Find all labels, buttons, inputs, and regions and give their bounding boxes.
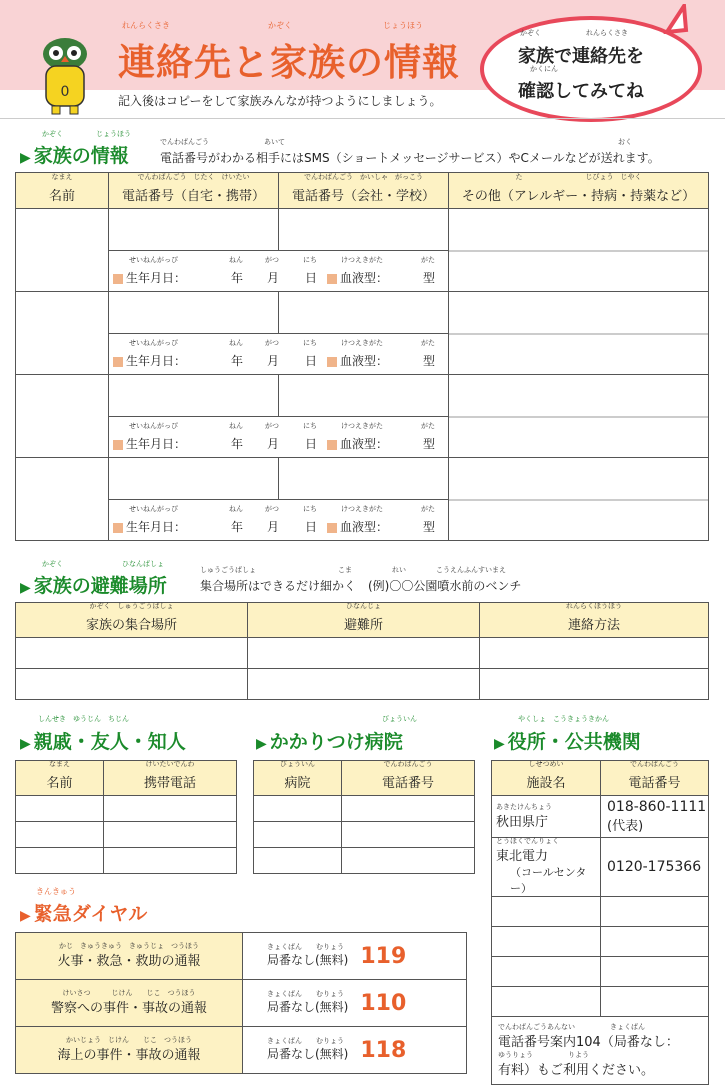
family-note-ruby-3: おく: [618, 138, 632, 146]
blood-label: 血液型：: [327, 435, 388, 452]
bullet-icon: [327, 440, 337, 450]
birth-ruby: せいねんがっぴ: [129, 339, 178, 347]
emergency-section-title: ▶ 緊急ダイヤル: [20, 903, 148, 925]
blood-label: 血液型：: [327, 352, 388, 369]
evac-cell[interactable]: [16, 638, 248, 669]
month-label: 月: [267, 437, 280, 451]
blood-unit-ruby: がた: [421, 256, 435, 264]
day-label: 日: [305, 354, 318, 368]
title-ruby-2: かぞく: [268, 21, 292, 30]
day-ruby: にち: [303, 505, 317, 513]
evac-col-shelter: ひなんじょ 避難所: [248, 603, 480, 638]
bubble-ruby-3: かくにん: [530, 65, 558, 73]
blood-unit: 型: [423, 354, 436, 368]
relatives-table: [15, 760, 237, 874]
family-work-phone-cell[interactable]: [279, 292, 449, 334]
bullet-icon: [113, 274, 123, 284]
relatives-col-name: なまえ 名前: [16, 761, 104, 796]
family-other-cell[interactable]: [449, 209, 709, 292]
public-cell[interactable]: [492, 897, 601, 927]
day-label: 日: [305, 520, 318, 534]
family-name-cell[interactable]: [16, 458, 109, 541]
family-note-ruby-1: でんわばんごう: [160, 138, 209, 146]
month-label: 月: [267, 271, 280, 285]
family-birth-blood-cell[interactable]: [109, 251, 449, 292]
emergency-title-ruby: きんきゅう: [36, 887, 76, 896]
relatives-section-title: ▶ 親戚・友人・知人: [20, 731, 186, 753]
birth-ruby: せいねんがっぴ: [129, 422, 178, 430]
evac-table: [15, 602, 709, 700]
family-row: [15, 374, 709, 458]
emergency-label-coast: かいじょう じけん じこ つうほう 海上の事件・事故の通報: [16, 1027, 243, 1074]
public-row-facility: あきたけんちょう 秋田県庁: [492, 796, 601, 838]
hospital-col-name: びょういん 病院: [254, 761, 342, 796]
blood-unit-ruby: がた: [421, 422, 435, 430]
hospital-cell[interactable]: [342, 796, 475, 822]
family-work-phone-cell[interactable]: [279, 458, 449, 500]
bullet-icon: [327, 357, 337, 367]
public-cell[interactable]: [601, 927, 709, 957]
blood-unit: 型: [423, 437, 436, 451]
family-work-phone-cell[interactable]: [279, 375, 449, 417]
family-other-cell[interactable]: [449, 458, 709, 541]
birth-label: 生年月日：: [113, 435, 186, 452]
page-subtitle: 記入後はコピーをして家族みんなが持つようにしましょう。: [118, 94, 442, 108]
month-ruby: がつ: [265, 339, 279, 347]
emergency-number-coast[interactable]: きょくばん むりょう 局番なし(無料) 118: [243, 1027, 467, 1074]
blood-unit-ruby: がた: [421, 339, 435, 347]
hospital-cell[interactable]: [342, 822, 475, 848]
blood-ruby: けつえきがた: [341, 422, 383, 430]
evac-section-title: ▶ 家族の避難場所: [20, 575, 167, 597]
bubble-ruby-1: かぞく: [520, 29, 541, 37]
evac-cell[interactable]: [248, 638, 480, 669]
hospital-section-title: ▶ かかりつけ病院: [256, 731, 403, 753]
blood-unit: 型: [423, 271, 436, 285]
owl-mascot-icon: [36, 36, 94, 116]
evac-title-ruby-2: ひなんばしょ: [122, 560, 164, 568]
public-row-phone: 018-860-1111 (代表): [601, 796, 709, 838]
relatives-cell[interactable]: [16, 848, 104, 874]
emergency-number-fire[interactable]: きょくばん むりょう 局番なし(無料) 119: [243, 933, 467, 980]
family-birth-blood-cell[interactable]: [109, 334, 449, 375]
emergency-label-fire: かじ きゅうきゅう きゅうじょ つうほう 火事・救急・救助の通報: [16, 933, 243, 980]
year-ruby: ねん: [229, 339, 243, 347]
relatives-col-mobile: けいたいでんわ 携帯電話: [104, 761, 237, 796]
bubble-line-1: 家族で連絡先を: [518, 46, 644, 67]
birth-label: 生年月日：: [113, 518, 186, 535]
birth-label: 生年月日：: [113, 269, 186, 286]
evac-cell[interactable]: [480, 669, 709, 700]
public-footer-note: でんわばんごうあんない きょくばん 電話番号案内104（局番なし： ゆうりょう りよう 有料）もご利用ください。: [492, 1017, 709, 1085]
bullet-icon: [327, 274, 337, 284]
evac-col-meeting: かぞく しゅうごうばしょ 家族の集合場所: [16, 603, 248, 638]
month-ruby: がつ: [265, 422, 279, 430]
year-ruby: ねん: [229, 256, 243, 264]
family-home-phone-cell[interactable]: [109, 458, 279, 500]
family-title-ruby-2: じょうほう: [96, 130, 131, 138]
family-row: [15, 208, 709, 292]
blood-ruby: けつえきがた: [341, 505, 383, 513]
evac-note-ruby-4: こうえんふんすいまえ: [436, 566, 506, 574]
family-note-ruby-2: あいて: [264, 138, 285, 146]
public-cell[interactable]: [492, 927, 601, 957]
family-table: [15, 172, 709, 209]
public-cell[interactable]: [492, 957, 601, 987]
blood-label: 血液型：: [327, 518, 388, 535]
hospital-cell[interactable]: [254, 848, 342, 874]
family-col-home-phone: でんわばんごう じたく けいたい 電話番号（自宅・携帯）: [109, 173, 279, 209]
public-row-phone: 0120-175366: [601, 838, 709, 897]
page-title: 連絡先と家族の情報: [118, 41, 460, 84]
day-ruby: にち: [303, 422, 317, 430]
year-label: 年: [231, 520, 244, 534]
evac-note: 集合場所はできるだけ細かく (例)〇〇公園噴水前のベンチ: [200, 579, 522, 593]
year-label: 年: [231, 271, 244, 285]
public-row-facility: とうほくでんりょく 東北電力 （コールセンター）: [492, 838, 601, 897]
family-work-phone-cell[interactable]: [279, 209, 449, 251]
relatives-cell[interactable]: [16, 822, 104, 848]
public-title-ruby: やくしょ こうきょうきかん: [518, 715, 609, 723]
emergency-label-police: けいさつ じけん じこ つうほう 警察への事件・事故の通報: [16, 980, 243, 1027]
birth-ruby: せいねんがっぴ: [129, 505, 178, 513]
family-name-cell[interactable]: [16, 375, 109, 458]
evac-note-ruby-2: こま: [338, 566, 352, 574]
year-label: 年: [231, 437, 244, 451]
blood-unit: 型: [423, 520, 436, 534]
day-ruby: にち: [303, 256, 317, 264]
bubble-tail-icon: [662, 4, 692, 34]
bubble-line-2: 確認してみてね: [518, 81, 644, 102]
public-section-title: ▶ 役所・公共機関: [494, 731, 641, 753]
evac-title-ruby-1: かぞく: [42, 560, 63, 568]
evac-cell[interactable]: [248, 669, 480, 700]
birth-ruby: せいねんがっぴ: [129, 256, 178, 264]
emergency-number-police[interactable]: きょくばん むりょう 局番なし(無料) 110: [243, 980, 467, 1027]
evac-cell[interactable]: [480, 638, 709, 669]
family-col-work-phone: でんわばんごう かいしゃ がっこう 電話番号（会社・学校）: [279, 173, 449, 209]
evac-cell[interactable]: [16, 669, 248, 700]
family-birth-blood-cell[interactable]: [109, 500, 449, 541]
title-ruby-1: れんらくさき: [122, 21, 170, 30]
family-col-name: なまえ 名前: [16, 173, 109, 209]
year-label: 年: [231, 354, 244, 368]
public-col-facility: しせつめい 施設名: [492, 761, 601, 796]
relatives-cell[interactable]: [104, 822, 237, 848]
family-section-title: ▶ 家族の情報: [20, 145, 129, 167]
bullet-icon: [113, 440, 123, 450]
public-col-phone: でんわばんごう 電話番号: [601, 761, 709, 796]
day-ruby: にち: [303, 339, 317, 347]
family-name-cell[interactable]: [16, 209, 109, 292]
family-note: 電話番号がわかる相手にはSMS（ショートメッセージサービス）やCメールなどが送れます。: [160, 151, 660, 165]
family-birth-blood-cell[interactable]: [109, 417, 449, 458]
family-home-phone-cell[interactable]: [109, 209, 279, 251]
blood-label: 血液型：: [327, 269, 388, 286]
month-label: 月: [267, 354, 280, 368]
hospital-cell[interactable]: [254, 822, 342, 848]
year-ruby: ねん: [229, 505, 243, 513]
year-ruby: ねん: [229, 422, 243, 430]
day-label: 日: [305, 271, 318, 285]
hospital-cell[interactable]: [342, 848, 475, 874]
public-cell[interactable]: [601, 987, 709, 1017]
relatives-cell[interactable]: [16, 796, 104, 822]
family-other-cell[interactable]: [449, 292, 709, 375]
svg-text:0: 0: [60, 84, 70, 100]
evac-note-ruby-1: しゅうごうばしょ: [200, 566, 256, 574]
day-label: 日: [305, 437, 318, 451]
blood-unit-ruby: がた: [421, 505, 435, 513]
family-other-cell[interactable]: [449, 375, 709, 458]
bullet-icon: [113, 357, 123, 367]
bullet-icon: [327, 523, 337, 533]
family-title-ruby-1: かぞく: [42, 130, 63, 138]
bullet-icon: [113, 523, 123, 533]
family-col-other: た じびょう じやく その他（アレルギー・持病・持薬など）: [449, 173, 709, 209]
divider: [0, 118, 725, 119]
evac-note-ruby-3: れい: [392, 566, 406, 574]
evac-col-contact: れんらくほうほう 連絡方法: [480, 603, 709, 638]
birth-label: 生年月日：: [113, 352, 186, 369]
relatives-title-ruby: しんせき ゆうじん ちじん: [38, 715, 129, 723]
title-ruby-3: じょうほう: [383, 21, 423, 30]
relatives-cell[interactable]: [104, 848, 237, 874]
hospital-title-ruby: びょういん: [382, 715, 417, 723]
blood-ruby: けつえきがた: [341, 256, 383, 264]
hospital-table: [253, 760, 475, 874]
bubble-ruby-2: れんらくさき: [586, 29, 628, 37]
month-label: 月: [267, 520, 280, 534]
public-table: [491, 760, 709, 1085]
blood-ruby: けつえきがた: [341, 339, 383, 347]
public-cell[interactable]: [601, 897, 709, 927]
month-ruby: がつ: [265, 256, 279, 264]
hospital-col-phone: でんわばんごう 電話番号: [342, 761, 475, 796]
hospital-cell[interactable]: [254, 796, 342, 822]
public-cell[interactable]: [492, 987, 601, 1017]
public-cell[interactable]: [601, 957, 709, 987]
month-ruby: がつ: [265, 505, 279, 513]
family-row: [15, 457, 709, 541]
family-home-phone-cell[interactable]: [109, 375, 279, 417]
family-name-cell[interactable]: [16, 292, 109, 375]
relatives-cell[interactable]: [104, 796, 237, 822]
family-home-phone-cell[interactable]: [109, 292, 279, 334]
emergency-table: [15, 932, 467, 1074]
family-row: [15, 291, 709, 375]
